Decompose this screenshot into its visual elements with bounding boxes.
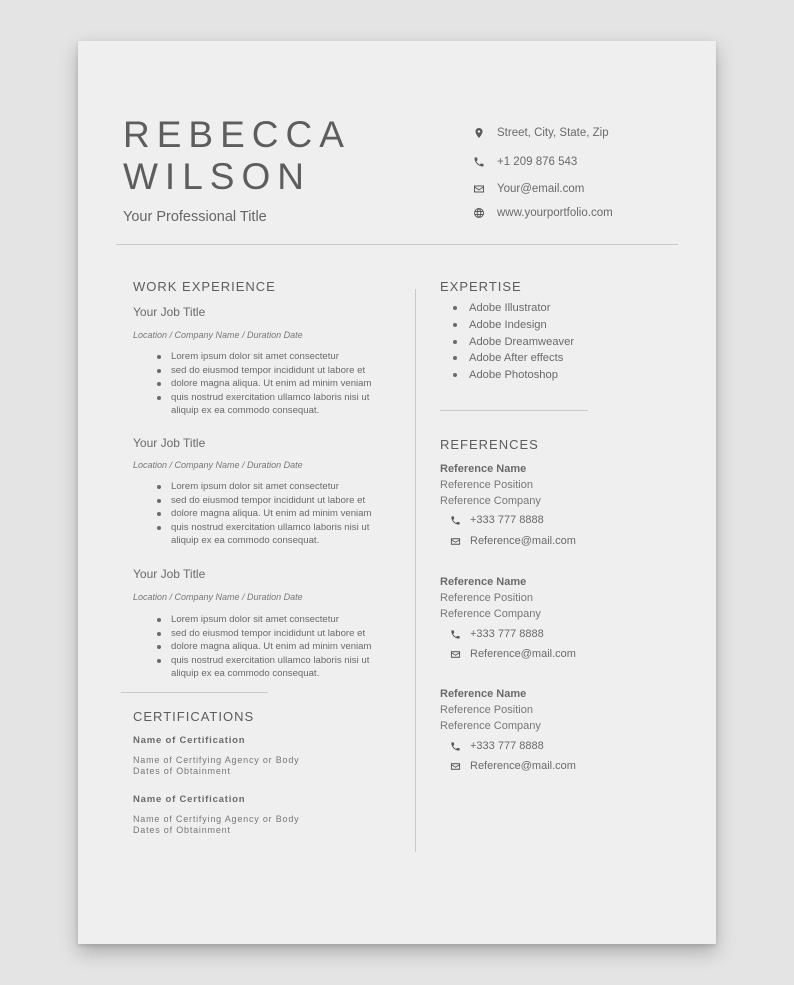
- certification-details: [133, 755, 299, 776]
- reference-name: Reference Name: [440, 463, 527, 475]
- contact-website: [473, 207, 613, 219]
- reference-email-text: Reference@mail.com: [470, 535, 576, 547]
- full-name: [123, 114, 351, 198]
- job-title: Your Job Title: [133, 305, 206, 319]
- job-meta: Location / Company Name / Duration Date: [133, 330, 303, 340]
- job-bullets: [153, 480, 396, 548]
- header-divider: [116, 244, 678, 245]
- job-bullets: [153, 350, 396, 418]
- reference-email-text: Reference@mail.com: [470, 760, 576, 772]
- certification-dates: Dates of Obtainment: [133, 765, 231, 776]
- expertise-list: [451, 300, 574, 384]
- certification-dates: Dates of Obtainment: [133, 824, 231, 835]
- contact-email: [473, 183, 584, 195]
- job-bullet: sed do eiusmod tempor incididunt ut labore et: [171, 627, 396, 641]
- job-bullet: sed do eiusmod tempor incididunt ut labore et: [171, 494, 396, 508]
- job-bullet: sed do eiusmod tempor incididunt ut labore et: [171, 364, 396, 378]
- reference-company: Reference Company: [440, 608, 541, 620]
- envelope-icon: [450, 761, 461, 772]
- reference-phone: [450, 628, 544, 640]
- reference-block: [440, 686, 541, 734]
- job-bullet: dolore magna aliqua. Ut enim ad minim veniam: [171, 640, 396, 654]
- reference-phone: [450, 514, 544, 526]
- reference-phone-text: +333 777 8888: [470, 514, 544, 526]
- reference-name: Reference Name: [440, 688, 527, 700]
- reference-position: Reference Position: [440, 479, 533, 491]
- first-name: REBECCA: [123, 114, 351, 155]
- envelope-icon: [450, 536, 461, 547]
- column-divider: [415, 289, 416, 852]
- reference-block: [440, 461, 541, 509]
- job-title: Your Job Title: [133, 567, 206, 581]
- reference-position: Reference Position: [440, 704, 533, 716]
- job-bullet: quis nostrud exercitation ullamco laboris nisi ut aliquip ex ea commodo consequat.: [171, 654, 396, 681]
- globe-icon: [473, 207, 485, 219]
- certification-name: Name of Certification: [133, 794, 246, 805]
- phone-icon: [473, 156, 485, 168]
- certification-details: [133, 814, 299, 835]
- reference-email: [450, 648, 576, 660]
- section-divider: [121, 692, 268, 693]
- job-bullet: quis nostrud exercitation ullamco laboris nisi ut aliquip ex ea commodo consequat.: [171, 521, 396, 548]
- contact-address: [473, 127, 609, 139]
- job-bullet: Lorem ipsum dolor sit amet consectetur: [171, 613, 396, 627]
- envelope-icon: [473, 183, 485, 195]
- certification-agency: Name of Certifying Agency or Body: [133, 814, 300, 824]
- contact-address-text: Street, City, State, Zip: [497, 127, 609, 139]
- reference-company: Reference Company: [440, 495, 541, 507]
- job-title: Your Job Title: [133, 436, 206, 450]
- reference-email-text: Reference@mail.com: [470, 648, 576, 660]
- phone-icon: [450, 515, 461, 526]
- section-divider: [440, 410, 588, 411]
- expertise-item: Adobe Illustrator: [469, 300, 574, 317]
- certification-agency: Name of Certifying Agency or Body: [133, 755, 300, 765]
- work-experience-heading: WORK EXPERIENCE: [133, 279, 276, 294]
- phone-icon: [450, 629, 461, 640]
- reference-phone: [450, 740, 544, 752]
- contact-phone: [473, 156, 577, 168]
- reference-position: Reference Position: [440, 592, 533, 604]
- phone-icon: [450, 741, 461, 752]
- resume-page: [78, 41, 716, 944]
- job-bullets: [153, 613, 396, 681]
- reference-company: Reference Company: [440, 720, 541, 732]
- job-bullet: quis nostrud exercitation ullamco laboris nisi ut aliquip ex ea commodo consequat.: [171, 391, 396, 418]
- expertise-heading: EXPERTISE: [440, 279, 522, 294]
- expertise-item: Adobe Photoshop: [469, 367, 574, 384]
- location-pin-icon: [473, 127, 485, 139]
- contact-email-text: Your@email.com: [497, 183, 585, 195]
- expertise-item: Adobe After effects: [469, 350, 574, 367]
- reference-block: [440, 574, 541, 622]
- job-bullet: Lorem ipsum dolor sit amet consectetur: [171, 350, 396, 364]
- last-name: WILSON: [123, 156, 311, 197]
- reference-phone-text: +333 777 8888: [470, 628, 544, 640]
- certifications-heading: CERTIFICATIONS: [133, 709, 255, 724]
- reference-email: [450, 760, 576, 772]
- references-heading: REFERENCES: [440, 437, 539, 452]
- job-meta: Location / Company Name / Duration Date: [133, 460, 303, 470]
- contact-website-text: www.yourportfolio.com: [497, 207, 613, 219]
- expertise-item: Adobe Dreamweaver: [469, 334, 574, 351]
- job-meta: Location / Company Name / Duration Date: [133, 592, 303, 602]
- job-bullet: dolore magna aliqua. Ut enim ad minim veniam: [171, 377, 396, 391]
- certification-name: Name of Certification: [133, 735, 246, 746]
- contact-phone-text: +1 209 876 543: [497, 156, 578, 168]
- reference-email: [450, 535, 576, 547]
- professional-title: Your Professional Title: [123, 209, 267, 225]
- job-bullet: Lorem ipsum dolor sit amet consectetur: [171, 480, 396, 494]
- expertise-item: Adobe Indesign: [469, 317, 574, 334]
- job-bullet: dolore magna aliqua. Ut enim ad minim veniam: [171, 507, 396, 521]
- reference-phone-text: +333 777 8888: [470, 740, 544, 752]
- envelope-icon: [450, 649, 461, 660]
- reference-name: Reference Name: [440, 576, 527, 588]
